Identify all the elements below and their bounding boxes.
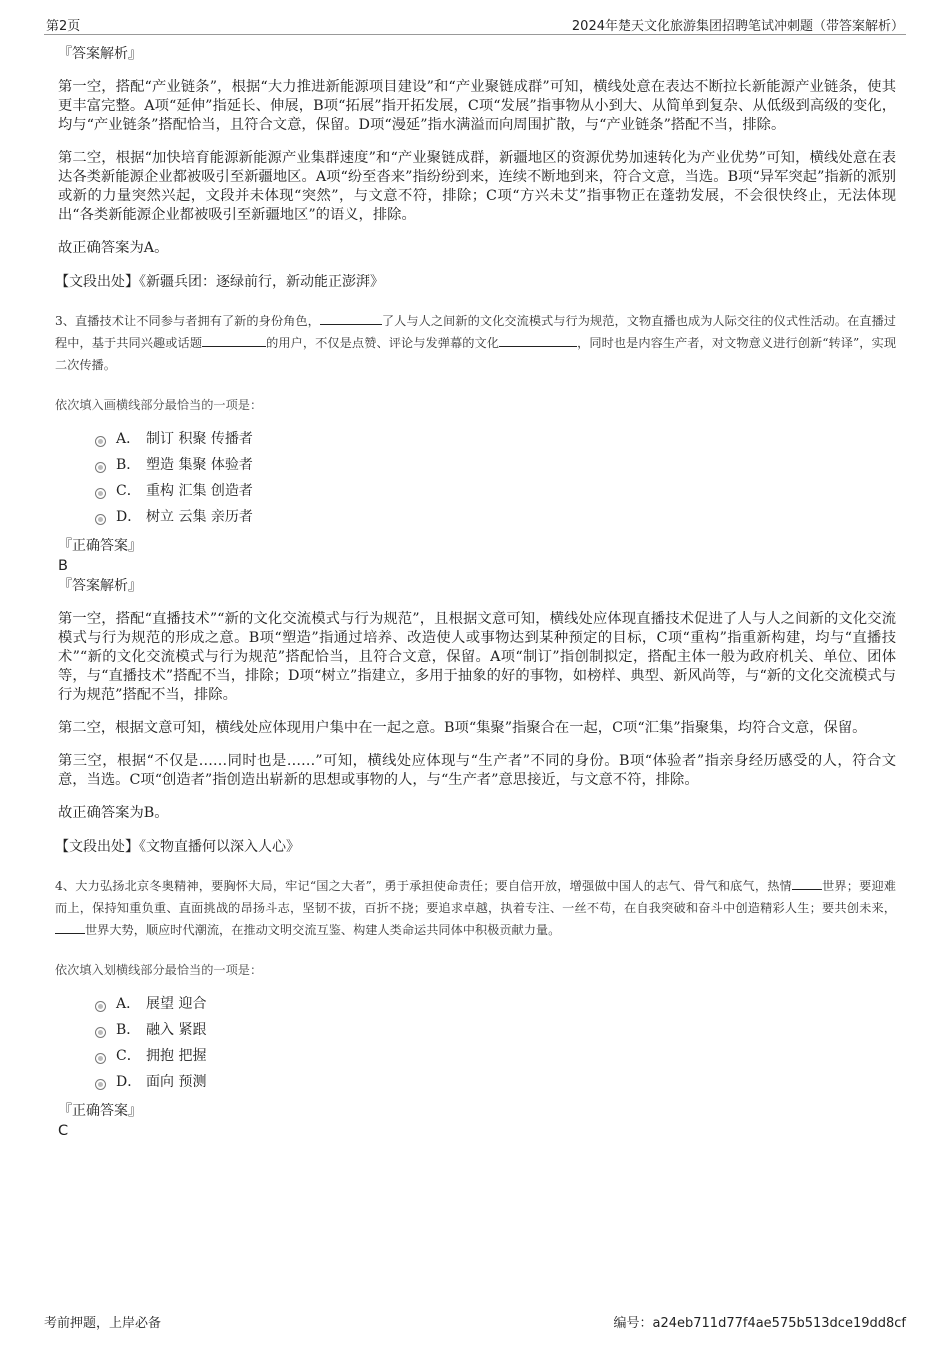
radio-icon[interactable] <box>95 1027 106 1038</box>
question-stem: 4、大力弘扬北京冬奥精神，要胸怀大局，牢记“国之大者”，勇于承担使命责任；要自信开放，增强做中国人的志气、骨气和底气，热情 世界；要迎难而上，保持知重负重、直面挑战的昂扬斗志，坚韧不拔，百折不挠；要追求卓越，执着专注、一丝不苟，在自我突破和奋斗中创造精彩人生；要共创未来，世界大势，顺应时代潮流，在推动文明交流互鉴、构建人类命运共同体中积极贡献力量。 <box>55 875 896 941</box>
fill-blank <box>499 333 577 347</box>
answer-conclusion: 故正确答案为A。 <box>58 240 169 256</box>
analysis-label: 『答案解析』 <box>58 46 142 62</box>
analysis-label: 『答案解析』 <box>58 578 142 594</box>
option-c[interactable]: C． 拥抱 把握 <box>95 1043 896 1069</box>
correct-answer-label: 『正确答案』 <box>58 538 142 554</box>
footer-slogan: 考前押题，上岸必备 <box>44 1316 162 1331</box>
option-a[interactable]: A． 制订 积聚 传播者 <box>95 426 896 452</box>
fill-blank <box>792 876 822 890</box>
question-prompt: 依次填入画横线部分最恰当的一项是： <box>55 398 263 412</box>
page-number: 第2页 <box>46 19 81 34</box>
option-a[interactable]: A． 展望 迎合 <box>95 991 896 1017</box>
option-list <box>95 426 896 530</box>
document-title: 2024年楚天文化旅游集团招聘笔试冲刺题（带答案解析） <box>571 19 904 34</box>
option-c[interactable]: C． 重构 汇集 创造者 <box>95 478 896 504</box>
fill-blank <box>202 333 266 347</box>
analysis-paragraph: 第二空，根据“加快培育能源新能源产业集群速度”和“产业聚链成群，新疆地区的资源优势加速转化为产业优势”可知，横线处意在表达各类新能源企业都被吸引至新疆地区。A项“纷至沓来”指纷纷到来，连续不断地到来，符合文意，当选。B项“异军突起”指新的派别或新的力量突然兴起，文段并未体现“突然”，与文意不符，排除；C项“方兴未艾”指事物正在蓬勃发展，不会很快终止，无法体现出“各类新能源企业都被吸引至新疆地区”的语义，排除。 <box>58 150 896 223</box>
source-citation: 【文段出处】《文物直播何以深入人心》 <box>55 839 300 855</box>
page-footer <box>44 1312 906 1332</box>
option-d[interactable]: D． 面向 预测 <box>95 1069 896 1095</box>
source-citation: 【文段出处】《新疆兵团：逐绿前行，新动能正澎湃》 <box>55 274 384 290</box>
correct-answer: C <box>58 1123 69 1139</box>
option-d[interactable]: D． 树立 云集 亲历者 <box>95 504 896 530</box>
correct-answer: B <box>58 558 68 574</box>
analysis-paragraph: 第一空，搭配“直播技术”“新的文化交流模式与行为规范”，且根据文意可知，横线处应体现直播技术促进了人与人之间新的文化交流模式与行为规范的形成之意。B项“塑造”指通过培养、改造使人或事物达到某种预定的目标，C项“重构”指重新构建，均与“直播技术”“新的文化交流模式与行为规范”搭配恰当，且符合文意，保留。A项“制订”指创制拟定，搭配主体一般为政府机关、单位、团体等，与“直播技术”搭配不当，排除；D项“树立”指建立，多用于抽象的好的事物，如榜样、典型、新风尚等，与“新的文化交流模式与行为规范”搭配不当，排除。 <box>58 611 896 703</box>
analysis-paragraph: 第二空，根据文意可知，横线处应体现用户集中在一起之意。B项“集聚”指聚合在一起，C项“汇集”指聚集，均符合文意，保留。 <box>58 720 867 736</box>
analysis-paragraph: 第一空，搭配“产业链条”，根据“大力推进新能源项目建设”和“产业聚链成群”可知，横线处意在表达不断拉长新能源产业链条，使其更丰富完整。A项“延伸”指延长、伸展，B项“拓展”指开拓发展，C项“发展”指事物从小到大、从简单到复杂、从低级到高级的变化，均与“产业链条”搭配恰当，且符合文意，保留。D项“漫延”指水满溢而向周围扩散，与“产业链条”搭配不当，排除。 <box>58 79 896 133</box>
radio-icon[interactable] <box>95 462 106 473</box>
fill-blank <box>320 311 382 325</box>
radio-icon[interactable] <box>95 1079 106 1090</box>
page-header <box>44 12 906 35</box>
option-list <box>95 991 896 1095</box>
radio-icon[interactable] <box>95 488 106 499</box>
correct-answer-label: 『正确答案』 <box>58 1103 142 1119</box>
option-b[interactable]: B． 融入 紧跟 <box>95 1017 896 1043</box>
radio-icon[interactable] <box>95 1053 106 1064</box>
question-prompt: 依次填入划横线部分最恰当的一项是： <box>55 963 263 977</box>
document-id: 编号：a24eb711d77f4ae575b513dce19dd8cf <box>613 1316 906 1331</box>
radio-icon[interactable] <box>95 1001 106 1012</box>
analysis-paragraph: 第三空，根据“不仅是……同时也是……”可知，横线处应体现与“生产者”不同的身份。B项“体验者”指亲身经历感受的人，符合文意，当选。C项“创造者”指创造出崭新的思想或事物的人，与“生产者”意思接近，与文意不符，排除。 <box>58 753 896 788</box>
radio-icon[interactable] <box>95 436 106 447</box>
radio-icon[interactable] <box>95 514 106 525</box>
option-b[interactable]: B． 塑造 集聚 体验者 <box>95 452 896 478</box>
answer-conclusion: 故正确答案为B。 <box>58 805 169 821</box>
document-body <box>55 44 897 1141</box>
question-stem: 3、直播技术让不同参与者拥有了新的身份角色， 了人与人之间新的文化交流模式与行为规范，文物直播也成为人际交往的仪式性活动。在直播过程中，基于共同兴趣或话题 的用户，不仅是点赞、评论与发弹幕的文化 ，同时也是内容生产者，对文物意义进行创新“转译”，实现二次传播。 <box>55 310 896 376</box>
fill-blank <box>55 920 85 934</box>
